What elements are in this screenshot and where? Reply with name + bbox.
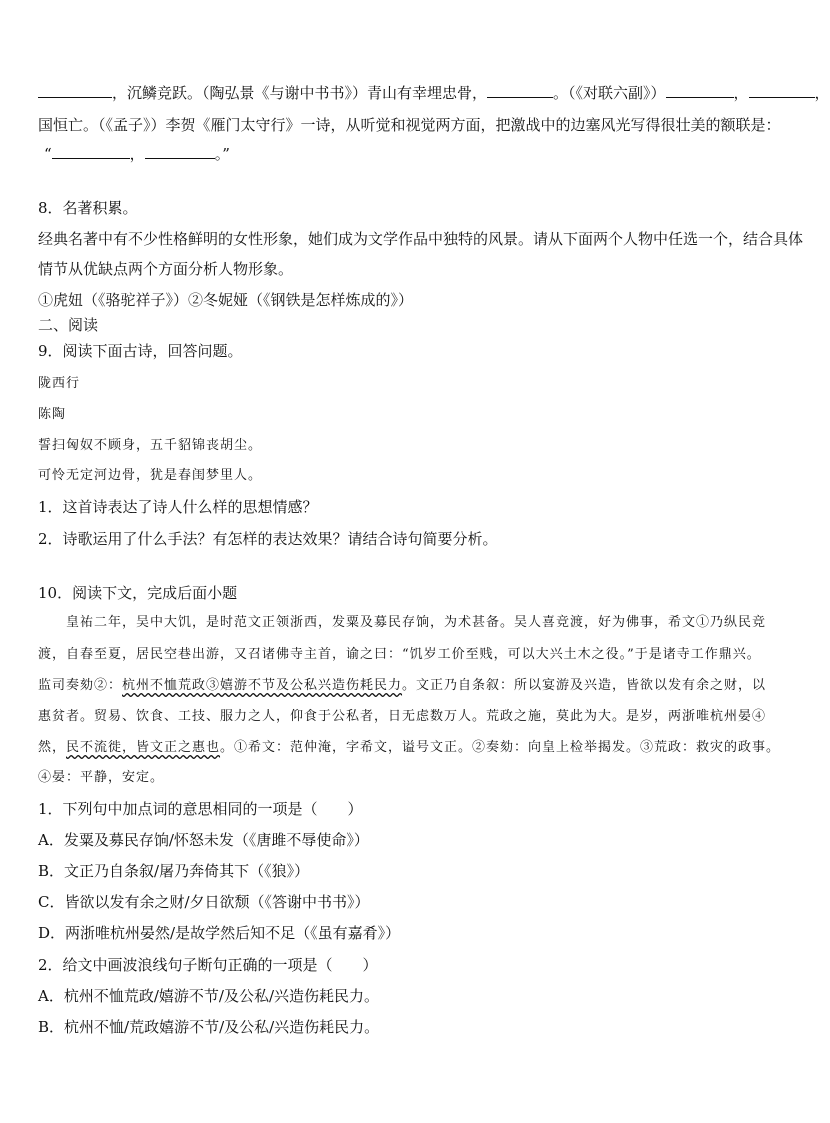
q7-line1-text-b: 。（《对联六副》） <box>553 84 666 102</box>
q9-sub-question-2: 2．诗歌运用了什么手法？有怎样的表达效果？请结合诗句简要分析。 <box>38 530 498 548</box>
passage-text: 然， <box>38 740 67 755</box>
answer-blank[interactable] <box>487 83 553 98</box>
answer-blank[interactable] <box>52 144 130 159</box>
option-a[interactable]: A．杭州不恤荒政/嬉游不节/及公私/兴造伤耗民力。 <box>38 987 379 1005</box>
answer-blank[interactable] <box>749 83 815 98</box>
poem-line: 誓扫匈奴不顾身，五千貂锦丧胡尘。 <box>38 438 263 453</box>
close-quote: 。” <box>214 145 230 163</box>
q8-paragraph-1: 经典名著中有不少性格鲜明的女性形象，她们成为文学作品中独特的风景。请从下面两个人物中任选一个，结合具体 <box>38 230 804 248</box>
q8-title: 8．名著积累。 <box>38 199 138 217</box>
poem-title: 陇西行 <box>38 376 81 391</box>
q7-line1 <box>38 83 830 103</box>
answer-blank[interactable] <box>145 144 215 159</box>
q7-line2: 国恒亡。（《孟子》）李贺《雁门太守行》一诗，从听觉和视觉两方面，把激战中的边塞风光写得很壮美的额联是： <box>38 116 781 134</box>
option-d[interactable]: D．两浙唯杭州晏然/是故学然后知不足（《虽有嘉肴》） <box>38 924 401 942</box>
passage-line: 惠贫者。贸易、饮食、工技、服力之人，仰食于公私者，日无虑数万人。荒政之施，莫此为大。是岁，两浙唯杭州晏④ <box>38 709 767 724</box>
answer-blank[interactable] <box>38 83 112 98</box>
answer-blank[interactable] <box>666 83 734 98</box>
passage-line: 渡，自春至夏，居民空巷出游，又召诸佛寺主首，谕之曰：“饥岁工价至贱，可以大兴土木之役。”于是诸寺工作鼎兴。 <box>38 647 761 662</box>
option-b[interactable]: B．杭州不恤/荒政嬉游不节/及公私/兴造伤耗民力。 <box>38 1018 380 1036</box>
section-title: 二、阅读 <box>38 316 99 334</box>
poem-line: 可怜无定河边骨，犹是春闺梦里人。 <box>38 468 263 483</box>
open-quote: “ <box>44 145 52 163</box>
passage-text: 监司奏劾②： <box>38 678 123 693</box>
q7-comma: ， <box>733 84 749 102</box>
passage-line <box>38 676 766 696</box>
option-a[interactable]: A．发粟及募民存饷/怀怒未发（《唐雎不辱使命》） <box>38 831 369 849</box>
q10-title: 10．阅读下文，完成后面小题 <box>38 584 238 602</box>
q9-sub-question-1: 1．这首诗表达了诗人什么样的思想情感？ <box>38 498 318 516</box>
q8-options: ①虎妞（《骆驼祥子》）②冬妮娅（《钢铁是怎样炼成的》） <box>38 291 414 309</box>
q9-title: 9．阅读下面古诗，回答问题。 <box>38 342 243 360</box>
q7-comma: ， <box>814 84 830 102</box>
q7-line3 <box>44 144 230 164</box>
wavy-underlined-sentence: 杭州不恤荒政③嬉游不节及公私兴造伤耗民力 <box>122 678 403 693</box>
passage-text: 。文正乃自条叙：所以宴游及兴造，皆欲以发有余之财，以 <box>402 678 767 693</box>
q7-comma: ， <box>129 145 145 163</box>
passage-line: 皇祐二年，吴中大饥，是时范文正领浙西，发粟及募民存饷，为术甚备。吴人喜竞渡，好为佛事，希文①乃纵民竞 <box>66 615 767 630</box>
passage-notes: 。①希文：范仲淹，字希文，谥号文正。②奏劾：向皇上检举揭发。③荒政：救灾的政事。 <box>220 740 781 755</box>
q7-line1-text-a: ，沉鳞竞跃。（陶弘景《与谢中书书》）青山有幸埋忠骨， <box>112 84 488 102</box>
option-b[interactable]: B．文正乃自条叙/屠乃奔倚其下（《狼》） <box>38 862 310 880</box>
passage-note: ④晏：平静，安定。 <box>38 770 165 785</box>
q10-sub-question-2: 2．给文中画波浪线句子断句正确的一项是（ ） <box>38 956 378 974</box>
q8-paragraph-2: 情节从优缺点两个方面分析人物形象。 <box>38 260 294 278</box>
q10-sub-question-1: 1．下列句中加点词的意思相同的一项是（ ） <box>38 800 363 818</box>
passage-line <box>38 738 780 758</box>
poem-author: 陈陶 <box>38 407 67 422</box>
option-c[interactable]: C．皆欲以发有余之财/夕日欲颓（《答谢中书书》） <box>38 893 370 911</box>
underlined-sentence: 民不流徙，皆文正之惠也 <box>66 740 221 755</box>
